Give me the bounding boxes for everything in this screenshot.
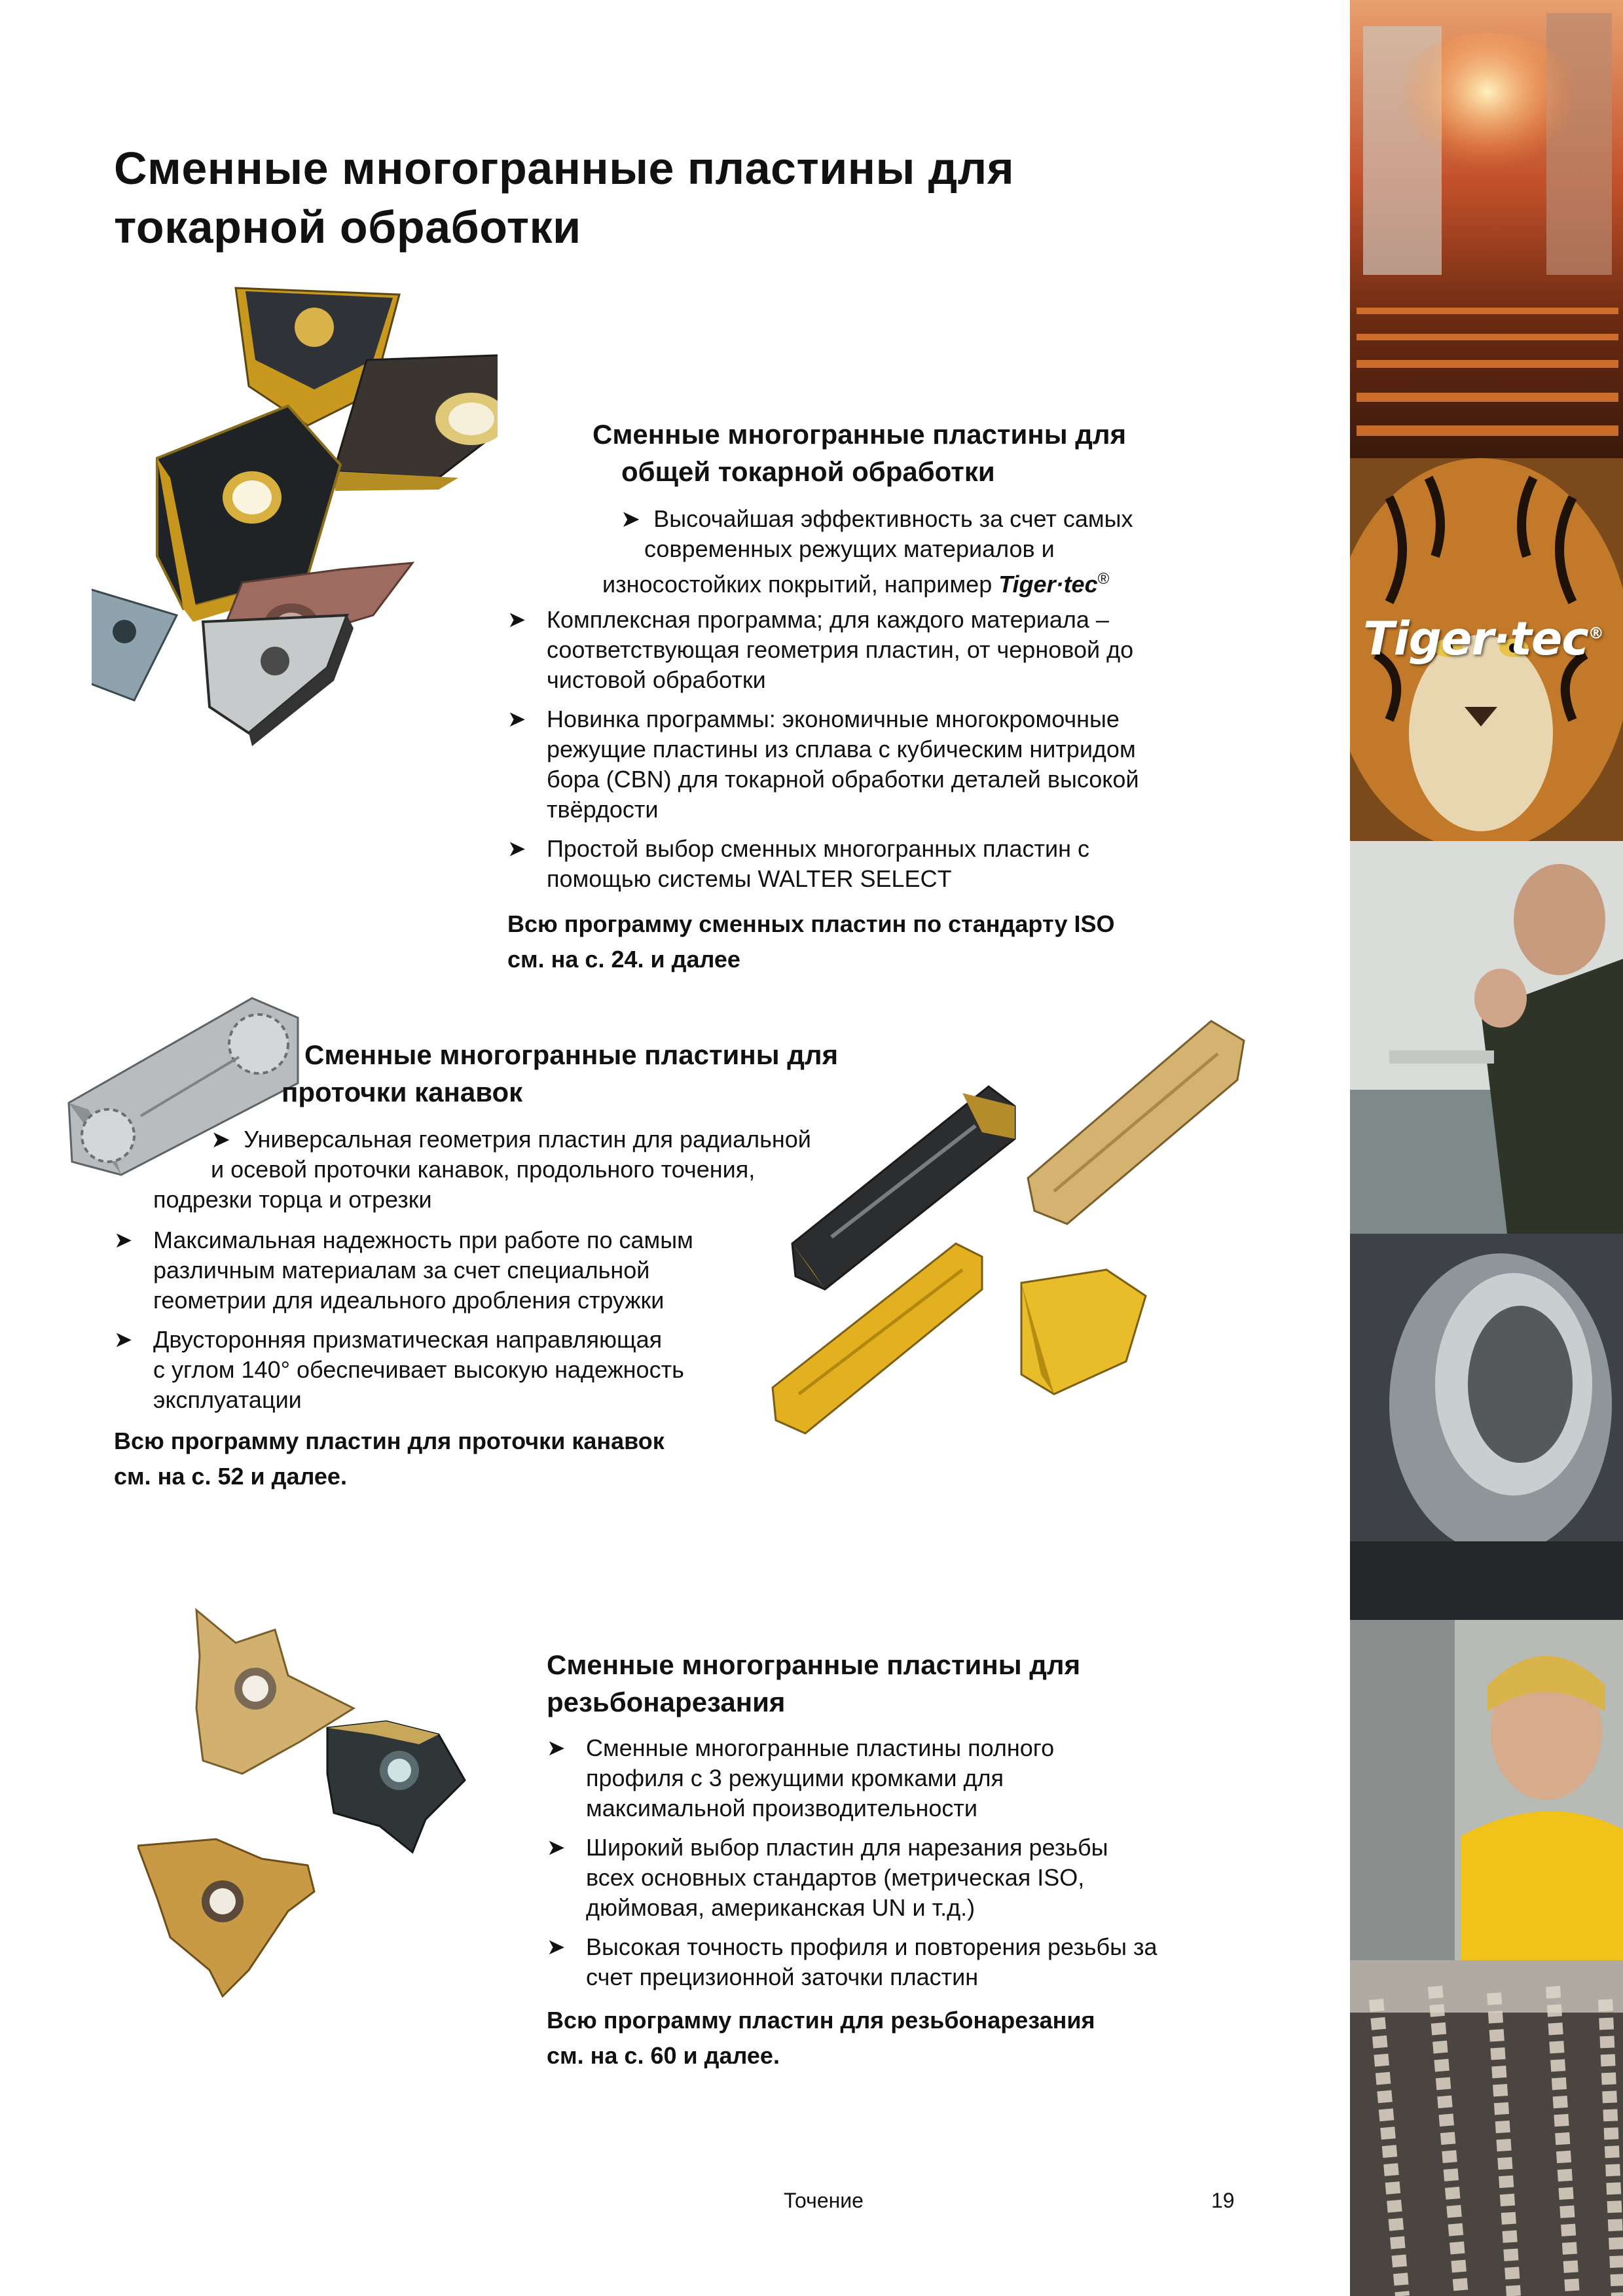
- footer-section-label: Точение: [784, 2189, 864, 2212]
- line: эксплуатации: [153, 1386, 302, 1413]
- line: Простой выбор сменных многогранных пластин с: [547, 835, 1090, 862]
- grooving-catalog-reference: [114, 1424, 834, 1494]
- tigertec-logo-text: Tiger·tec: [1363, 612, 1588, 666]
- line: различным материалам за счет специальной: [153, 1257, 650, 1283]
- threading-heading-line-1: Сменные многогранные пластины для: [547, 1649, 1081, 1680]
- grooving-bullet-1-line-2: и осевой проточки канавок, продольного точения,: [211, 1156, 756, 1183]
- line: всех основных стандартов (метрическая ISO,: [586, 1864, 1085, 1891]
- arrow-icon: ➤: [547, 1736, 566, 1761]
- line: Максимальная надежность при работе по самым: [153, 1227, 693, 1253]
- grooving-ref-line-1: Всю программу пластин для проточки канавок: [114, 1427, 665, 1454]
- general-heading-line-2: общей токарной обработки: [621, 456, 995, 487]
- machining-photo: [1350, 1234, 1623, 1620]
- grooving-ref-line-2: см. на с. 52 и далее.: [114, 1463, 347, 1490]
- line: Новинка программы: экономичные многокромочные: [547, 706, 1120, 732]
- tiger-photo: [1350, 458, 1623, 841]
- page-title-line-1: Сменные многогранные пластины для: [114, 143, 1015, 194]
- line: профиля с 3 режущими кромками для: [586, 1765, 1004, 1791]
- workshop-photo: [1350, 841, 1623, 1234]
- grooving-heading: [282, 1036, 936, 1111]
- line: чистовой обработки: [547, 666, 766, 693]
- grooving-bullet-1: [152, 1124, 872, 1215]
- line: Комплексная программа; для каждого материала –: [547, 606, 1109, 633]
- furnace-photo: [1350, 0, 1623, 458]
- line: счет прецизионной заточки пластин: [586, 1964, 979, 1990]
- general-catalog-reference: [507, 906, 1228, 977]
- line: соответствующая геометрия пластин, от черновой до: [547, 636, 1134, 663]
- grooving-bullet-2: [114, 1225, 769, 1316]
- line: помощью системы WALTER SELECT: [547, 865, 952, 892]
- grooving-bullet-1-line-1: Универсальная геометрия пластин для радиальной: [244, 1126, 811, 1153]
- threading-bullet-1: [547, 1733, 1241, 1823]
- general-bullet-list: [507, 605, 1201, 903]
- general-turning-heading: [593, 416, 1247, 490]
- line: режущие пластины из сплава с кубическим нитридом: [547, 736, 1136, 762]
- grooving-heading-line-2: проточки канавок: [282, 1077, 523, 1107]
- arrow-icon: ➤: [211, 1126, 231, 1153]
- line: Высокая точность профиля и повторения резьбы за: [586, 1933, 1158, 1960]
- grooving-bullet-list: [114, 1225, 769, 1424]
- line: твёрдости: [547, 796, 659, 823]
- turning-inserts-image: [92, 281, 498, 779]
- page-number: 19: [1211, 2189, 1235, 2212]
- arrow-icon: ➤: [547, 1935, 566, 1960]
- tigertec-logo-mark: ®: [1588, 624, 1603, 643]
- threading-ref-line-2: см. на с. 60 и далее.: [547, 2042, 780, 2069]
- arrow-icon: ➤: [621, 505, 641, 532]
- general-bullet-1-line-1: Высочайшая эффективность за счет самых: [653, 505, 1133, 532]
- line: Двусторонняя призматическая направляющая: [153, 1326, 663, 1353]
- arrow-icon: ➤: [507, 707, 526, 732]
- general-bullet-1-line-2: современных режущих материалов и: [644, 535, 1055, 562]
- grooving-bullet-1-line-3: подрезки торца и отрезки: [153, 1186, 432, 1213]
- threading-bullet-3: [547, 1932, 1241, 1992]
- arrow-icon: ➤: [114, 1327, 133, 1352]
- general-heading-line-1: Сменные многогранные пластины для: [593, 419, 1127, 450]
- general-bullet-3: [507, 704, 1201, 825]
- arrow-icon: ➤: [507, 836, 526, 861]
- registered-mark: ®: [1097, 570, 1110, 588]
- general-bullet-1: [596, 504, 1250, 600]
- general-ref-line-2: см. на с. 24. и далее: [507, 946, 740, 973]
- grooving-bullet-3: [114, 1325, 769, 1415]
- general-bullet-4: [507, 834, 1201, 894]
- threading-heading: [547, 1646, 1201, 1721]
- line: геометрии для идеального дробления стружки: [153, 1287, 665, 1314]
- threading-ref-line-1: Всю программу пластин для резьбонарезания: [547, 2007, 1095, 2034]
- threading-bullet-2: [547, 1833, 1241, 1923]
- line: с углом 140° обеспечивает высокую надежность: [153, 1356, 684, 1383]
- tigertec-brand: Tiger·tec: [998, 571, 1098, 598]
- page-title-line-2: токарной обработки: [114, 202, 581, 253]
- line: дюймовая, американская UN и т.д.): [586, 1894, 976, 1921]
- tigertec-logo: [1363, 612, 1603, 666]
- line: максимальной производительности: [586, 1795, 977, 1821]
- arrow-icon: ➤: [507, 607, 526, 632]
- arrow-icon: ➤: [114, 1228, 133, 1253]
- threading-catalog-reference: [547, 2003, 1267, 2073]
- photo-strip: [1350, 0, 1623, 2296]
- line: Широкий выбор пластин для нарезания резьбы: [586, 1834, 1108, 1861]
- worker-photo: [1350, 1620, 1623, 1960]
- grooving-heading-line-1: Сменные многогранные пластины для: [304, 1039, 839, 1070]
- page-title: [114, 139, 1227, 257]
- general-ref-line-1: Всю программу сменных пластин по стандарту ISO: [507, 910, 1115, 937]
- line: бора (CBN) для токарной обработки деталей высокой: [547, 766, 1139, 793]
- line: Сменные многогранные пластины полного: [586, 1734, 1055, 1761]
- drills-photo: [1350, 1960, 1623, 2296]
- arrow-icon: ➤: [547, 1835, 566, 1860]
- threading-inserts-image: [137, 1604, 504, 2009]
- general-bullet-1-line-3: износостойких покрытий, например: [602, 571, 999, 598]
- threading-heading-line-2: резьбонарезания: [547, 1687, 786, 1717]
- general-bullet-2: [507, 605, 1201, 695]
- threading-bullet-list: [547, 1733, 1241, 2001]
